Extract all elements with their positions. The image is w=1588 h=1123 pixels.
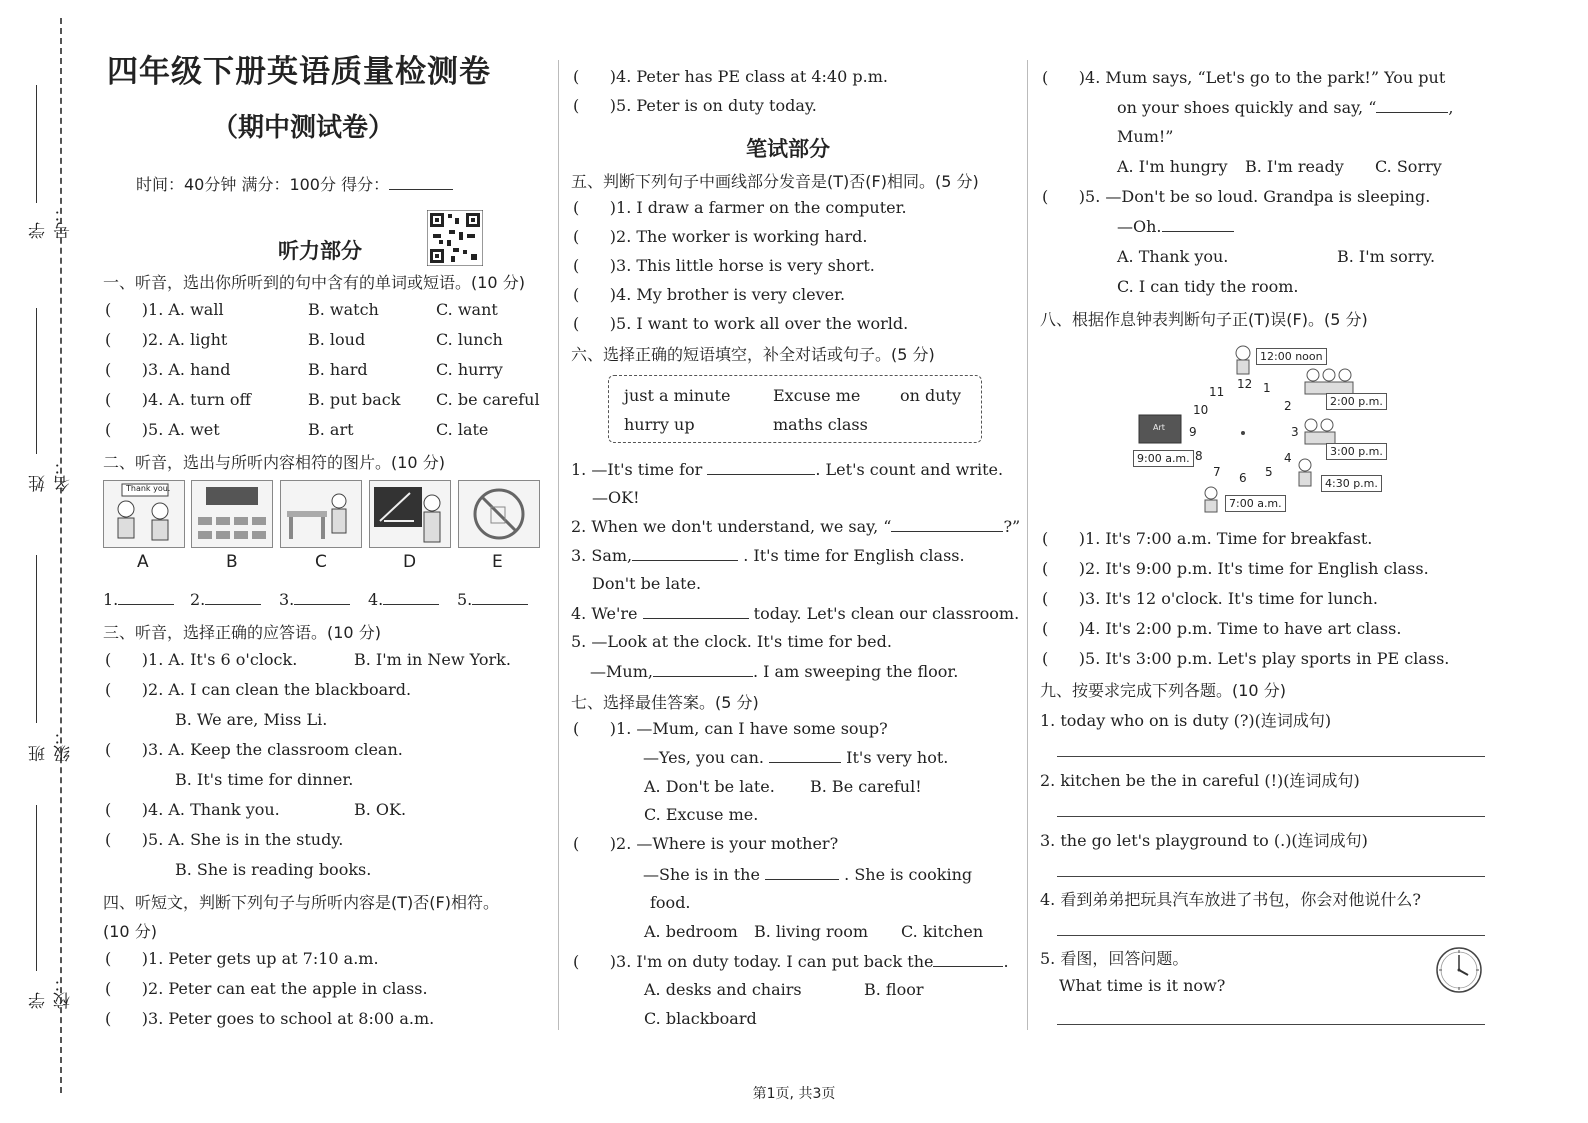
paren[interactable]: ( xyxy=(105,650,142,669)
s5-sentence: )4. My brother is very clever. xyxy=(609,285,846,304)
s3-option-a: )3. A. Keep the classroom clean. xyxy=(141,740,403,759)
clock-number-9: 9 xyxy=(1189,425,1197,439)
blank-number: 5. xyxy=(457,590,473,609)
answer-blank[interactable] xyxy=(891,531,1003,532)
class-line[interactable] xyxy=(36,555,37,723)
s7-q5-option-b: B. I'm sorry. xyxy=(1337,247,1436,266)
section-2-title: 二、听音，选出与所听内容相符的图片。(10 分) xyxy=(103,453,445,472)
clock-number-3: 3 xyxy=(1291,425,1299,439)
s3-item-1 xyxy=(105,650,297,669)
s7-q2-reply xyxy=(643,865,972,884)
class-label: 班级： xyxy=(29,728,74,762)
phrase-2: Excuse me xyxy=(773,386,861,405)
picture-b xyxy=(191,480,273,548)
s7-q2-option-b: B. living room xyxy=(754,922,869,941)
s7-q3-option-b: B. floor xyxy=(864,980,924,999)
paren[interactable]: ( xyxy=(105,979,142,998)
s5-sentence: )2. The worker is working hard. xyxy=(609,227,868,246)
page-title: 四年级下册英语质量检测卷 xyxy=(107,54,491,90)
answer-blank[interactable] xyxy=(1376,112,1448,113)
paren[interactable]: ( xyxy=(105,680,142,699)
art-board-label: Art xyxy=(1153,423,1165,432)
s5-item-4 xyxy=(573,285,845,304)
s7-q1-reply xyxy=(643,748,948,767)
s6-q5-reply xyxy=(590,662,958,681)
paren[interactable]: ( xyxy=(1042,649,1079,668)
q-text: )5. —Don't be so loud. Grandpa is sleeping. xyxy=(1078,187,1431,206)
s6-q3-cont: Don't be late. xyxy=(592,574,702,593)
paren[interactable]: ( xyxy=(1042,559,1079,578)
answer-line-3[interactable] xyxy=(1057,876,1485,877)
student-id-label: 学号： xyxy=(29,205,74,239)
answer-blank[interactable] xyxy=(769,762,841,763)
s4-statement: )1. Peter gets up at 7:10 a.m. xyxy=(141,949,379,968)
section-8-title: 八、根据作息钟表判断句子正(T)误(F)。(5 分) xyxy=(1040,310,1368,329)
s9-q5: 5. 看图，回答问题。 xyxy=(1040,949,1189,968)
name-label: 姓名： xyxy=(29,458,74,492)
s9-q2: 2. kitchen be the in careful (!)(连词成句) xyxy=(1040,771,1360,790)
s1-item-3 xyxy=(105,360,230,379)
s6-q1 xyxy=(571,460,1003,479)
s7-q5-option-a: A. Thank you. xyxy=(1117,247,1229,266)
phrase-3: on duty xyxy=(900,386,962,405)
picture-label-b: B xyxy=(226,552,238,572)
section-6-title: 六、选择正确的短语填空，补全对话或句子。(5 分) xyxy=(571,345,935,364)
clock-number-6: 6 xyxy=(1239,471,1247,485)
clock-number-1: 1 xyxy=(1263,381,1271,395)
q-text: 1. —It's time for xyxy=(571,460,703,479)
section-4-score: (10 分) xyxy=(103,922,157,941)
s6-q5: 5. —Look at the clock. It's time for bed. xyxy=(571,632,892,651)
clock-number-5: 5 xyxy=(1265,465,1273,479)
section-9-title: 九、按要求完成下列各题。(10 分) xyxy=(1040,681,1286,700)
section-1-title: 一、听音，选出你所听到的句中含有的单词或短语。(10 分) xyxy=(103,273,525,292)
s3-option-a: )2. A. I can clean the blackboard. xyxy=(141,680,412,699)
qr-code-icon xyxy=(427,210,483,266)
column-2 xyxy=(568,0,1023,1080)
picture-e xyxy=(458,480,540,548)
s3-option-a: )1. A. It's 6 o'clock. xyxy=(141,650,298,669)
s2-answer-5 xyxy=(457,590,528,609)
s1-option-a: )1. A. wall xyxy=(141,300,224,319)
s6-q1-reply: —OK! xyxy=(592,488,640,507)
s1-option-c: C. lunch xyxy=(436,330,503,349)
s5-sentence: )1. I draw a farmer on the computer. xyxy=(609,198,907,217)
s2-answer-3 xyxy=(279,590,350,609)
q-text: —Yes, you can. xyxy=(643,748,764,767)
s5-item-5 xyxy=(573,314,908,333)
listening-header: 听力部分 xyxy=(278,239,362,263)
paren[interactable]: ( xyxy=(573,198,610,217)
s7-q2 xyxy=(573,834,838,853)
blank-number: 2. xyxy=(190,590,206,609)
clock-number-8: 8 xyxy=(1195,449,1203,463)
q-text: . I am sweeping the floor. xyxy=(752,662,959,681)
time-tag-9am: 9:00 a.m. xyxy=(1133,450,1194,467)
answer-blank[interactable] xyxy=(643,618,749,619)
answer-blank[interactable] xyxy=(632,560,738,561)
section-3-title: 三、听音，选择正确的应答语。(10 分) xyxy=(103,623,381,642)
s8-item-5 xyxy=(1042,649,1449,668)
answer-blank[interactable] xyxy=(933,966,1003,967)
q-text: , xyxy=(1448,98,1454,117)
paren[interactable]: ( xyxy=(105,1009,142,1028)
paren[interactable]: ( xyxy=(573,285,610,304)
column-1 xyxy=(100,0,555,1080)
s5-item-3 xyxy=(573,256,875,275)
page-footer: 第1页, 共3页 xyxy=(752,1086,836,1102)
phrase-1: just a minute xyxy=(624,386,731,405)
s3-option-b: B. We are, Miss Li. xyxy=(175,710,328,729)
blank-number: 3. xyxy=(279,590,295,609)
column-divider xyxy=(558,60,559,1030)
q-text: )2. —Where is your mother? xyxy=(609,834,839,853)
s1-option-b: B. loud xyxy=(308,330,366,349)
s1-option-b: B. put back xyxy=(308,390,401,409)
s3-option-a: )4. A. Thank you. xyxy=(141,800,280,819)
s1-option-c: C. late xyxy=(436,420,489,439)
paren[interactable]: ( xyxy=(105,390,142,409)
s1-option-c: C. want xyxy=(436,300,498,319)
paren[interactable]: ( xyxy=(573,67,610,86)
s1-option-a: )5. A. wet xyxy=(141,420,220,439)
q-text: ?” xyxy=(1003,517,1021,536)
answer-blank[interactable] xyxy=(765,879,839,880)
s3-item-2 xyxy=(105,680,411,699)
q-text: 2. When we don't understand, we say, “ xyxy=(571,517,892,536)
time-tag-7am: 7:00 a.m. xyxy=(1225,495,1286,512)
s4-item-4 xyxy=(573,67,888,86)
s4-item-2 xyxy=(105,979,428,998)
answer-blank[interactable] xyxy=(653,676,753,677)
paren[interactable]: ( xyxy=(105,360,142,379)
q-text: . It's time for English class. xyxy=(743,546,965,565)
s4-statement: )4. Peter has PE class at 4:40 p.m. xyxy=(609,67,888,86)
speech-bubble-text: Thank you. xyxy=(126,484,171,493)
paren[interactable]: ( xyxy=(1042,68,1079,87)
s3-option-b: B. It's time for dinner. xyxy=(175,770,354,789)
paren[interactable]: ( xyxy=(1042,589,1079,608)
picture-d xyxy=(369,480,451,548)
s6-q3 xyxy=(571,546,965,565)
s4-item-3 xyxy=(105,1009,434,1028)
q-text: )4. Mum says, “Let's go to the park!” You put xyxy=(1078,68,1446,87)
s7-q4-option-a: A. I'm hungry xyxy=(1117,157,1228,176)
s1-option-a: )4. A. turn off xyxy=(141,390,251,409)
time-tag-3pm: 3:00 p.m. xyxy=(1326,443,1387,460)
s5-sentence: )3. This little horse is very short. xyxy=(609,256,875,275)
paren[interactable]: ( xyxy=(573,256,610,275)
paren[interactable]: ( xyxy=(105,300,142,319)
s9-q5-question: What time is it now? xyxy=(1059,976,1226,995)
section-4-title: 四、听短文，判断下列句子与所听内容是(T)否(F)相符。 xyxy=(103,893,499,912)
blank-number: 1. xyxy=(103,590,119,609)
s3-item-5 xyxy=(105,830,343,849)
s1-option-c: C. be careful xyxy=(436,390,540,409)
s7-q4-cont2: Mum!” xyxy=(1117,127,1174,146)
s7-q2-option-c: C. kitchen xyxy=(901,922,984,941)
paren[interactable]: ( xyxy=(1042,619,1079,638)
s3-option-b: B. She is reading books. xyxy=(175,860,372,879)
section-7-title: 七、选择最佳答案。(5 分) xyxy=(571,693,759,712)
picture-label-e: E xyxy=(492,552,503,572)
q-text: —Mum, xyxy=(590,662,653,681)
paren[interactable]: ( xyxy=(105,830,142,849)
clock-number-11: 11 xyxy=(1209,385,1225,399)
binding-margin xyxy=(0,0,74,1123)
school-line[interactable] xyxy=(36,805,37,971)
q-text: 4. We're xyxy=(571,604,638,623)
s1-option-b: B. art xyxy=(308,420,354,439)
s8-statement: )5. It's 3:00 p.m. Let's play sports in PE class. xyxy=(1078,649,1450,668)
school-label: 学校： xyxy=(29,975,74,1009)
clock-number-2: 2 xyxy=(1284,399,1292,413)
s1-option-b: B. hard xyxy=(308,360,368,379)
s2-answer-1 xyxy=(103,590,174,609)
s7-q5-option-c: C. I can tidy the room. xyxy=(1117,277,1299,296)
q-text: —Oh. xyxy=(1117,217,1162,236)
wall-clock-icon xyxy=(1435,946,1483,994)
paren[interactable]: ( xyxy=(573,314,610,333)
s6-q2 xyxy=(571,517,1020,536)
q-text: It's very hot. xyxy=(846,748,949,767)
paren[interactable]: ( xyxy=(573,834,610,853)
s7-q4-option-b: B. I'm ready xyxy=(1245,157,1344,176)
s7-q4 xyxy=(1042,68,1445,87)
paren[interactable]: ( xyxy=(105,949,142,968)
s1-option-c: C. hurry xyxy=(436,360,503,379)
answer-line-5[interactable] xyxy=(1057,1024,1485,1025)
s9-q4: 4. 看到弟弟把玩具汽车放进了书包，你会对他说什么? xyxy=(1040,890,1421,909)
student-id-line[interactable] xyxy=(36,85,37,203)
s9-q3: 3. the go let's playground to (.)(连词成句) xyxy=(1040,831,1368,850)
s4-item-5 xyxy=(573,96,817,115)
s5-sentence: )5. I want to work all over the world. xyxy=(609,314,909,333)
s8-statement: )3. It's 12 o'clock. It's time for lunch. xyxy=(1078,589,1378,608)
name-line[interactable] xyxy=(36,308,37,454)
s1-item-1 xyxy=(105,300,224,319)
picture-label-d: D xyxy=(403,552,417,572)
clock-number-7: 7 xyxy=(1213,465,1221,479)
clock-number-12: 12 xyxy=(1237,377,1253,391)
s7-q1-option-c: C. Excuse me. xyxy=(644,805,759,824)
picture-a xyxy=(103,480,185,548)
s3-item-4 xyxy=(105,800,280,819)
s7-q5 xyxy=(1042,187,1430,206)
paren[interactable]: ( xyxy=(105,800,142,819)
paren[interactable]: ( xyxy=(1042,529,1079,548)
s4-statement: )2. Peter can eat the apple in class. xyxy=(141,979,428,998)
s1-item-4 xyxy=(105,390,251,409)
s1-option-a: )3. A. hand xyxy=(141,360,231,379)
s7-q3: ( )3. I'm on duty today. I can put back the . xyxy=(573,952,1009,971)
s7-q2-cont: food. xyxy=(650,893,691,912)
clock-number-4: 4 xyxy=(1284,451,1292,465)
s4-item-1 xyxy=(105,949,379,968)
s4-statement: )5. Peter is on duty today. xyxy=(609,96,817,115)
writing-header: 笔试部分 xyxy=(746,137,830,161)
s7-q4-cont xyxy=(1117,98,1454,117)
s8-item-4 xyxy=(1042,619,1401,638)
s7-q1-option-b: B. Be careful! xyxy=(810,777,922,796)
q-text: . Let's count and write. xyxy=(815,460,1004,479)
s3-option-a: )5. A. She is in the study. xyxy=(141,830,344,849)
answer-line-2[interactable] xyxy=(1057,816,1485,817)
paren[interactable]: ( xyxy=(105,740,142,759)
s2-answer-2 xyxy=(190,590,261,609)
time-tag-430pm: 4:30 p.m. xyxy=(1321,475,1382,492)
q-text: on your shoes quickly and say, “ xyxy=(1117,98,1377,117)
s1-option-b: B. watch xyxy=(308,300,379,319)
s7-q2-option-a: A. bedroom xyxy=(644,922,738,941)
cut-line xyxy=(60,18,62,1093)
answer-blank[interactable] xyxy=(205,604,261,605)
s7-q1 xyxy=(573,719,888,738)
answer-blank[interactable] xyxy=(118,604,174,605)
s2-answer-4 xyxy=(368,590,439,609)
answer-blank[interactable] xyxy=(472,604,528,605)
s7-q3-option-c: C. blackboard xyxy=(644,1009,757,1028)
picture-label-c: C xyxy=(315,552,327,572)
s3-option-b: B. OK. xyxy=(354,800,407,819)
schedule-clock-picture xyxy=(1133,335,1398,520)
paren[interactable]: ( xyxy=(105,330,142,349)
time-tag-2pm: 2:00 p.m. xyxy=(1326,393,1387,410)
s8-item-3 xyxy=(1042,589,1378,608)
score-blank[interactable] xyxy=(389,189,453,190)
s3-item-3 xyxy=(105,740,403,759)
q-text: 3. Sam, xyxy=(571,546,633,565)
answer-blank[interactable] xyxy=(383,604,439,605)
s8-statement: )1. It's 7:00 a.m. Time for breakfast. xyxy=(1078,529,1373,548)
s7-q3-option-a: A. desks and chairs xyxy=(644,980,802,999)
s7-q4-option-c: C. Sorry xyxy=(1375,157,1442,176)
s4-statement: )3. Peter goes to school at 8:00 a.m. xyxy=(141,1009,435,1028)
s3-option-b: B. I'm in New York. xyxy=(354,650,511,669)
s5-item-1 xyxy=(573,198,907,217)
clock-number-10: 10 xyxy=(1193,403,1209,417)
s8-statement: )4. It's 2:00 p.m. Time to have art class. xyxy=(1078,619,1402,638)
phrase-4: hurry up xyxy=(624,415,695,434)
s7-q1-option-a: A. Don't be late. xyxy=(644,777,775,796)
s1-item-2 xyxy=(105,330,227,349)
exam-meta-text: 时间：40分钟 满分：100分 得分： xyxy=(136,175,390,194)
s1-option-a: )2. A. light xyxy=(141,330,228,349)
picture-c xyxy=(280,480,362,548)
paren[interactable]: ( xyxy=(573,96,610,115)
s8-item-2 xyxy=(1042,559,1429,578)
answer-blank[interactable] xyxy=(1162,231,1234,232)
s8-item-1 xyxy=(1042,529,1372,548)
s9-q1: 1. today who on is duty (?)(连词成句) xyxy=(1040,711,1332,730)
s8-statement: )2. It's 9:00 p.m. It's time for English class. xyxy=(1078,559,1429,578)
s7-q5-reply xyxy=(1117,217,1234,236)
s6-q4 xyxy=(571,604,1019,623)
answer-line-4[interactable] xyxy=(1057,935,1485,936)
paren[interactable]: ( xyxy=(1042,187,1079,206)
s1-item-5 xyxy=(105,420,220,439)
phrase-5: maths class xyxy=(773,415,868,434)
q-text: . She is cooking xyxy=(844,865,973,884)
column-divider xyxy=(1027,60,1028,1030)
time-tag-noon: 12:00 noon xyxy=(1256,348,1327,365)
column-3 xyxy=(1037,0,1492,1080)
exam-meta xyxy=(136,172,453,195)
answer-blank[interactable] xyxy=(707,474,815,475)
picture-label-a: A xyxy=(137,552,149,572)
section-5-title: 五、判断下列句子中画线部分发音是(T)否(F)相同。(5 分) xyxy=(571,172,979,191)
answer-blank[interactable] xyxy=(294,604,350,605)
q-text: today. Let's clean our classroom. xyxy=(753,604,1020,623)
q-text: )1. —Mum, can I have some soup? xyxy=(609,719,888,738)
paren[interactable]: ( xyxy=(573,719,610,738)
answer-line-1[interactable] xyxy=(1057,756,1485,757)
paren[interactable]: ( xyxy=(573,227,610,246)
page-subtitle: （期中测试卷） xyxy=(212,113,395,143)
blank-number: 4. xyxy=(368,590,384,609)
paren[interactable]: ( xyxy=(105,420,142,439)
q-text: )3. I'm on duty today. I can put back the xyxy=(609,952,934,971)
q-text: —She is in the xyxy=(643,865,760,884)
paren[interactable]: ( xyxy=(573,952,610,971)
s5-item-2 xyxy=(573,227,867,246)
